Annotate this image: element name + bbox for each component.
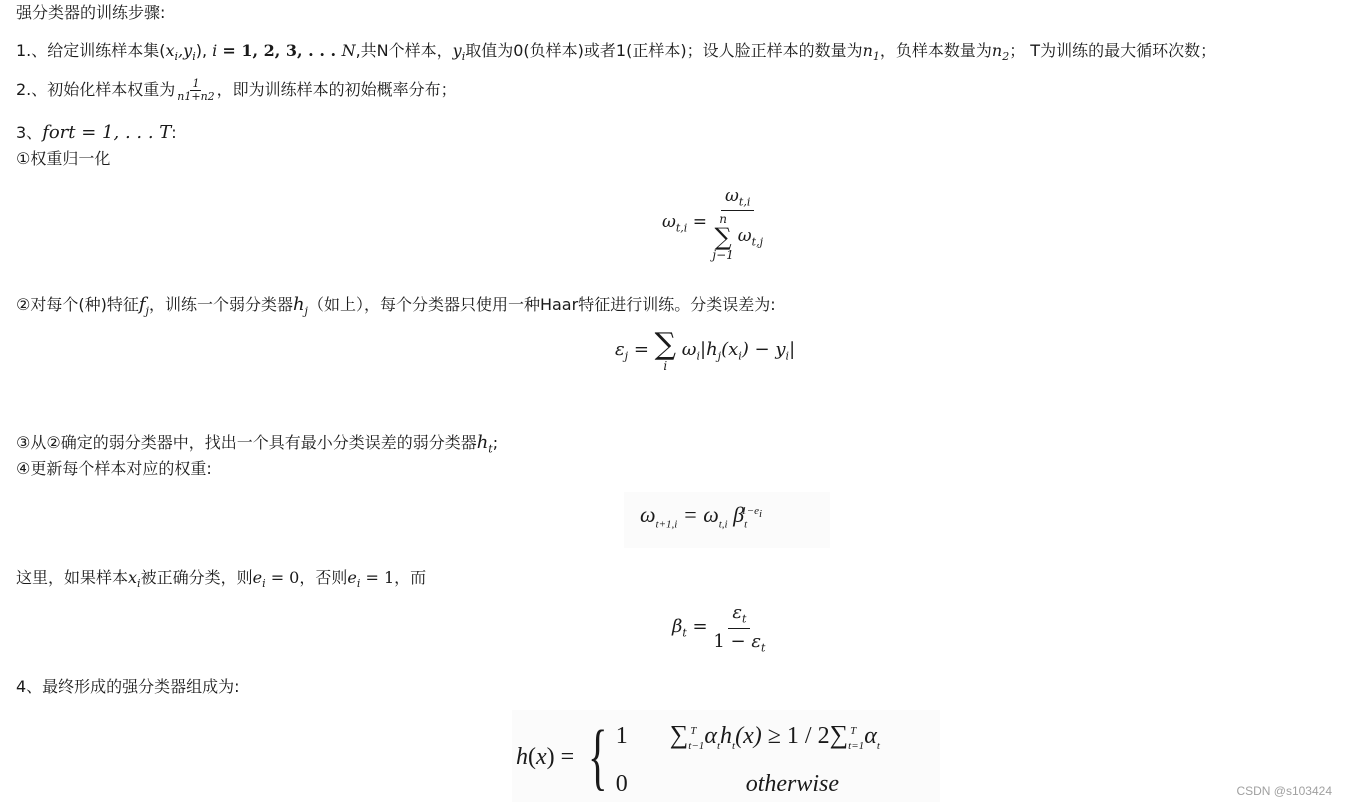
e-one: $e_i = 1$ xyxy=(347,568,395,591)
best-classifier-var: $h_t$ xyxy=(476,432,493,456)
step3-line: 3、fort = 1, . . . T: xyxy=(16,122,177,143)
y-var: $y_i$ xyxy=(452,41,466,64)
feature-var: $f_j$ xyxy=(138,294,149,318)
loop-expression: fort = 1, . . . T xyxy=(42,122,172,143)
step2-line: 2.、初始化样本权重为 $\frac{1}{n1+n2}$ ，即为训练样本的初始概率分布； xyxy=(16,77,457,103)
heading: 强分类器的训练步骤: xyxy=(16,3,166,22)
sum-symbol: ∑ i xyxy=(654,327,677,373)
final-formula: h(x) = { 1 $\sum_{t-1}^T$ $\alpha_th_t(x) \ge 1 / 2\sum_{t=1}^T$ $\alpha_t$ 0 otherwise xyxy=(516,716,880,799)
n2-var: $n_2$ xyxy=(991,41,1010,64)
step1-line: 1.、给定训练样本集$(x_i,y_i)$, i = 1, 2, 3, . . . N,共N个样本，$y_i$取值为0(负样本)或者1(正样本)；设人脸正样本的数量为$n_1$，负样本数量为$n_2$； T为训练的最大循环次数； xyxy=(16,41,1217,64)
classifier-var: $h_j$ xyxy=(292,294,308,318)
watermark: CSDN @s103424 xyxy=(1236,784,1332,798)
error-formula: $\varepsilon_j$ = ∑ i $\omega_i|h_j(x_i) - y_i|$ xyxy=(615,327,796,373)
step4-line: 4、最终形成的强分类器组成为: xyxy=(16,677,240,696)
index-range: i = 1, 2, 3, . . . N xyxy=(212,41,356,60)
update-formula: $\omega_{t+1,i} = \omega_{t,i}$ $\beta_t^{1-e_i}$ xyxy=(640,502,763,531)
case-brace: { xyxy=(588,716,608,799)
sub4-update: ④更新每个样本对应的权重: xyxy=(16,459,212,478)
beta-formula: $\beta_t$ = $\frac{\varepsilon_t}{1 - \varepsilon_t}$ xyxy=(672,602,766,655)
sum-symbol: n ∑ j−1 xyxy=(712,212,734,263)
n1-var: $n_1$ xyxy=(862,41,880,64)
normalize-formula: $\omega_{t,i}$ = $\omega_{t,i}$ n ∑ j−1 $\omega_{t,j}$ xyxy=(662,186,763,263)
init-weight-fraction: $\frac{1}{n1+n2}$ xyxy=(177,77,215,103)
sub3-line: ③从②确定的弱分类器中，找出一个具有最小分类误差的弱分类器$h_t$; xyxy=(16,432,499,456)
e-zero: $e_i = 0$ xyxy=(252,568,300,591)
sub1-normalize: ①权重归一化 xyxy=(16,149,111,168)
note-line: 这里，如果样本$x_i$被正确分类，则$e_i = 0$，否则$e_i = 1$，而 xyxy=(16,568,427,591)
x-var: $x_i$ xyxy=(128,568,141,591)
sub2-line: ②对每个(种)特征$f_j$，训练一个弱分类器$h_j$（如上），每个分类器只使用一种Haar特征进行训练。分类误差为: xyxy=(16,294,776,318)
sample-pair: $x_i,y_i$ xyxy=(165,41,196,64)
